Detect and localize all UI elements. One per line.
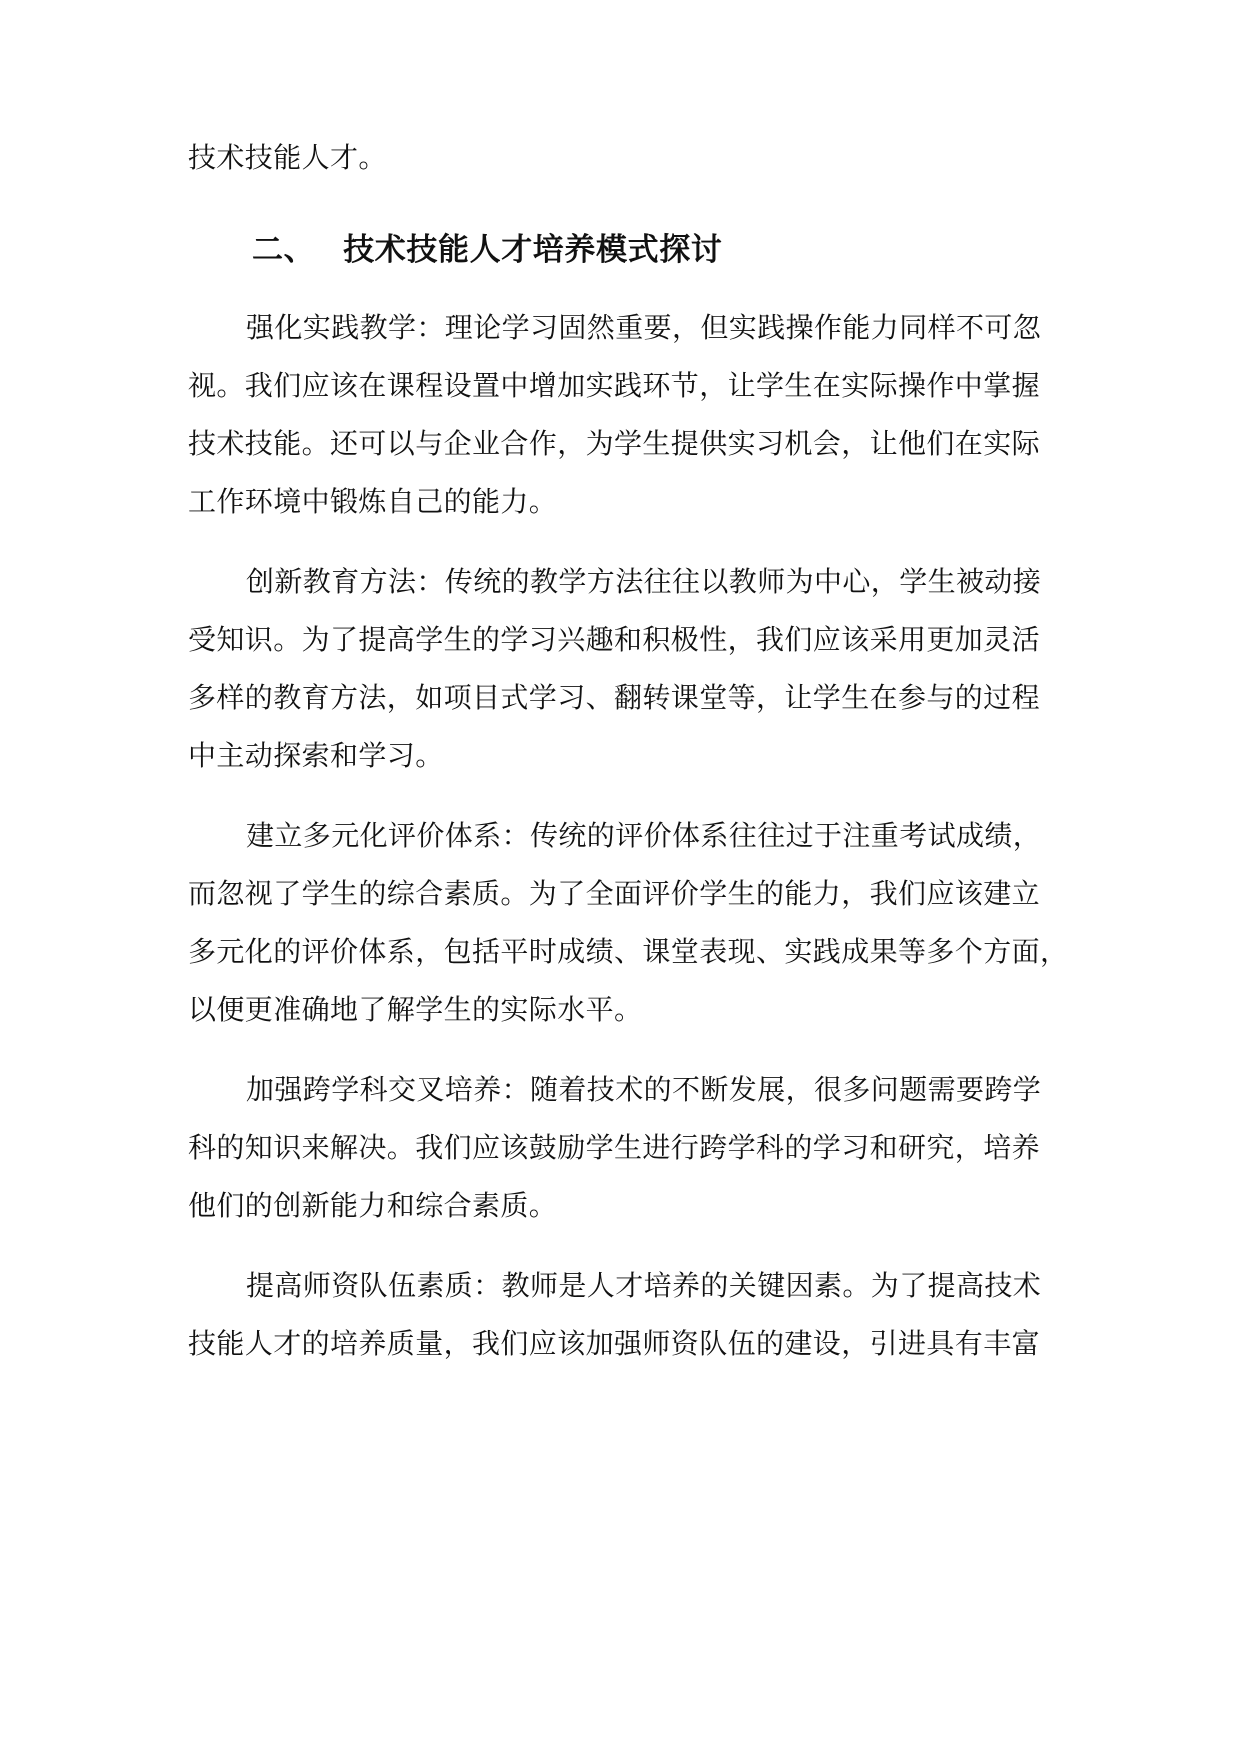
section-title: 技术技能人才培养模式探讨	[343, 232, 723, 268]
paragraph-line: 视。我们应该在课程设置中增加实践环节，让学生在实际操作中掌握	[188, 369, 1041, 402]
paragraph-line: 多元化的评价体系，包括平时成绩、课堂表现、实践成果等多个方面，	[188, 935, 1069, 968]
paragraph-line: 技能人才的培养质量，我们应该加强师资队伍的建设，引进具有丰富	[188, 1327, 1041, 1360]
paragraph-line: 中主动探索和学习。	[188, 739, 444, 772]
paragraph-line: 建立多元化评价体系：传统的评价体系往往过于注重考试成绩，	[246, 819, 1042, 852]
paragraph-line: 提高师资队伍素质：教师是人才培养的关键因素。为了提高技术	[246, 1269, 1042, 1302]
paragraph-line: 而忽视了学生的综合素质。为了全面评价学生的能力，我们应该建立	[188, 877, 1041, 910]
paragraph-continuation-line: 技术技能人才。	[188, 141, 387, 174]
paragraph-line: 科的知识来解决。我们应该鼓励学生进行跨学科的学习和研究，培养	[188, 1131, 1041, 1164]
paragraph-line: 强化实践教学：理论学习固然重要，但实践操作能力同样不可忽	[246, 311, 1042, 344]
paragraph-line: 以便更准确地了解学生的实际水平。	[188, 993, 643, 1026]
paragraph-line: 创新教育方法：传统的教学方法往往以教师为中心，学生被动接	[246, 565, 1042, 598]
paragraph-line: 多样的教育方法，如项目式学习、翻转课堂等，让学生在参与的过程	[188, 681, 1041, 714]
section-heading	[252, 231, 722, 269]
paragraph-line: 工作环境中锻炼自己的能力。	[188, 485, 558, 518]
paragraph-line: 他们的创新能力和综合素质。	[188, 1189, 558, 1222]
section-number: 二、	[252, 232, 316, 268]
paragraph-line: 技术技能。还可以与企业合作，为学生提供实习机会，让他们在实际	[188, 427, 1041, 460]
paragraph-line: 受知识。为了提高学生的学习兴趣和积极性，我们应该采用更加灵活	[188, 623, 1041, 656]
paragraph-line: 加强跨学科交叉培养：随着技术的不断发展，很多问题需要跨学	[246, 1073, 1042, 1106]
